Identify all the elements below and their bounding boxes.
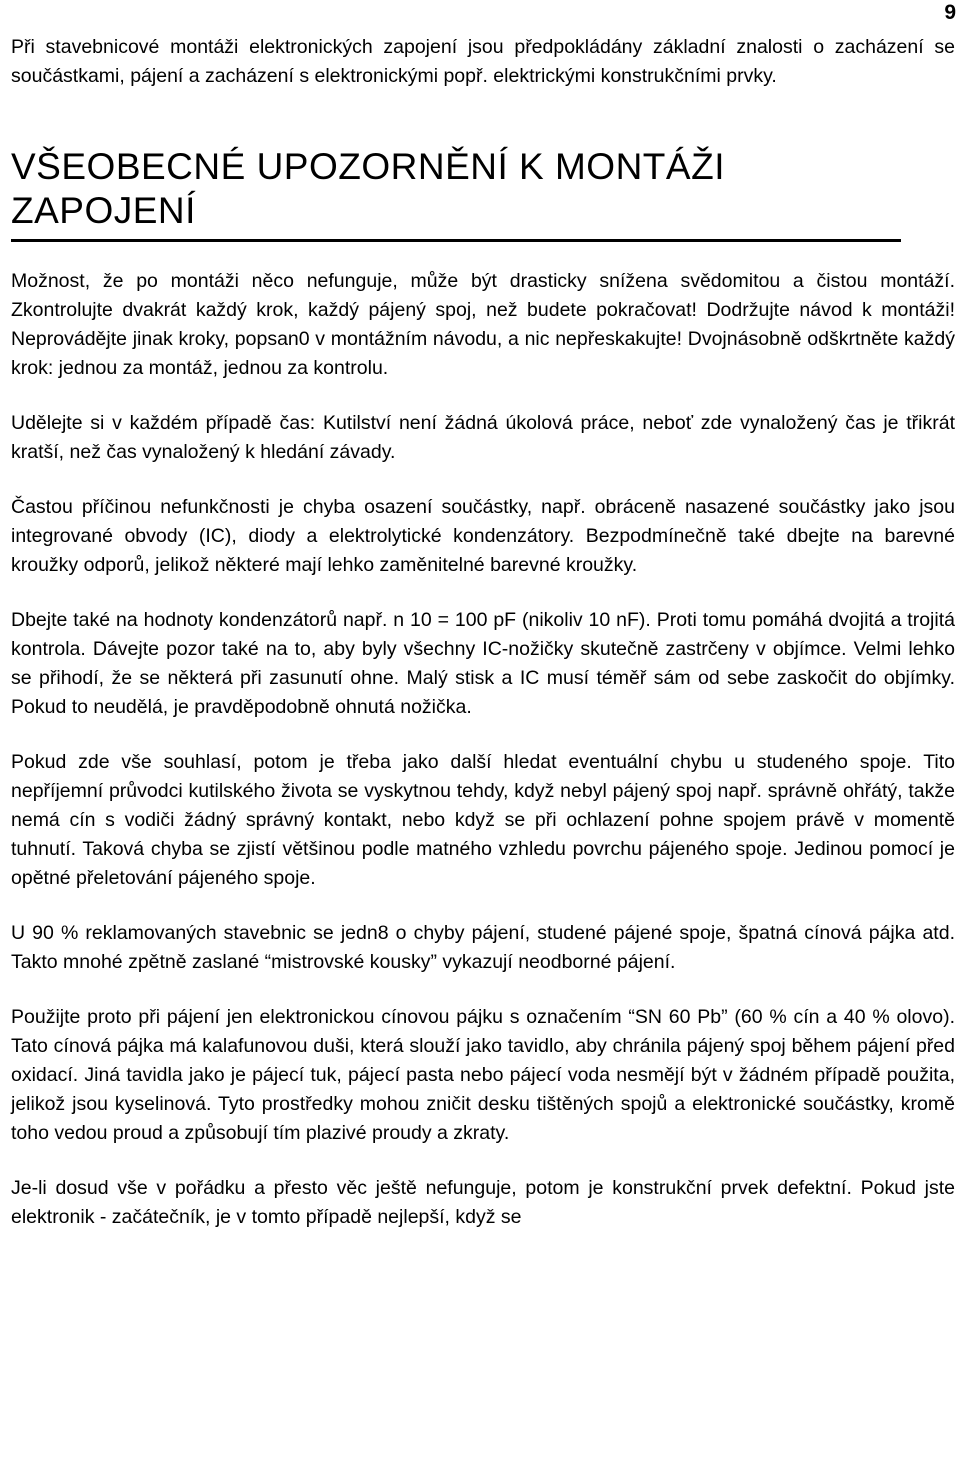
section-heading: VŠEOBECNÉ UPOZORNĚNÍ K MONTÁŽI ZAPOJENÍ [11,145,901,242]
paragraph-defective-part: Je-li dosud vše v pořádku a přesto věc ještě nefunguje, potom je konstrukční prvek defektní. Pokud jste elektronik - začátečník, je v tomto případě nejlepší, když se [11,1177,955,1228]
paragraph-take-time: Udělejte si v každém případě čas: Kutilství není žádná úkolová práce, neboť zde vynaložený čas je třikrát kratší, než čas vynaložený k hledání závady. [11,412,955,463]
page-number: 9 [944,1,956,24]
paragraph-capacitor-values: Dbejte také na hodnoty kondenzátorů např. n 10 = 100 pF (nikoliv 10 nF). Proti tomu pomáhá dvojitá a trojitá kontrola. Dávejte pozor také na to, aby byly všechny IC-nožičky skutečně zastrčeny v objímce. Velmi lehko se přihodí, že se některá při zasunutí ohne. Malý stisk a IC musí téměř sám od sebe zaskočit do objímky. Pokud to neudělá, je pravděpodobně ohnutá nožička. [11,609,955,718]
paragraph-solder-type: Použijte proto při pájení jen elektronickou cínovou pájku s označením “SN 60 Pb” (60 % cín a 40 % olovo). Tato cínová pájka má kalafunovou duši, která slouží jako tavidlo, aby chránila pájený spoj během pájení před oxidací. Jiná tavidla jako je pájecí tuk, pájecí pasta nebo pájecí voda nesmějí být v žádném případě použita, jelikož jsou kyselinová. Tyto prostředky mohou zničit desku tištěných spojů a elektronické součástky, kromě toho vedou proud a způsobují tím plazivé proudy a zkraty. [11,1006,955,1144]
page-content [11,33,955,1232]
paragraph-placement-errors: Častou příčinou nefunkčnosti je chyba osazení součástky, např. obráceně nasazené součástky jako jsou integrované obvody (IC), diody a elektrolytické kondenzátory. Bezpodmínečně také dbejte na barevné kroužky odporů, jelikož některé mají lehko zaměnitelné barevné kroužky. [11,496,955,576]
paragraph-assembly-care: Možnost, že po montáži něco nefunguje, může být drasticky snížena svědomitou a čistou montáží. Zkontrolujte dvakrát každý krok, každý pájený spoj, než budete pokračovat! Dodržujte návod k montáži! Neprovádějte jinak kroky, popsan0 v montážním návodu, a nic nepřeskakujte! Dvojnásobně odškrtněte každý krok: jednou za montáž, jednou za kontrolu. [11,270,955,379]
paragraph-cold-joints: Pokud zde vše souhlasí, potom je třeba jako další hledat eventuální chybu u studeného spoje. Tito nepříjemní průvodci kutilského života se vyskytnou tehdy, když nebyl pájený spoj např. správně ohřátý, takže nemá cín s vodiči žádný správný kontakt, nebo když se při ochlazení pohne spojem právě v momentě tuhnutí. Taková chyba se zjistí většinou podle matného vzhledu povrchu pájeného spoje. Jedinou pomocí je opětné přeletování pájeného spoje. [11,751,955,889]
intro-paragraph: Při stavebnicové montáži elektronických zapojení jsou předpokládány základní znalosti o zacházení se součástkami, pájení a zacházení s elektronickými popř. elektrickými konstrukčními prvky. [11,36,955,87]
paragraph-complaints: U 90 % reklamovaných stavebnic se jedn8 o chyby pájení, studené pájené spoje, špatná cínová pájka atd. Takto mnohé zpětně zaslané “mistrovské kousky” vykazují neodborné pájení. [11,922,955,973]
